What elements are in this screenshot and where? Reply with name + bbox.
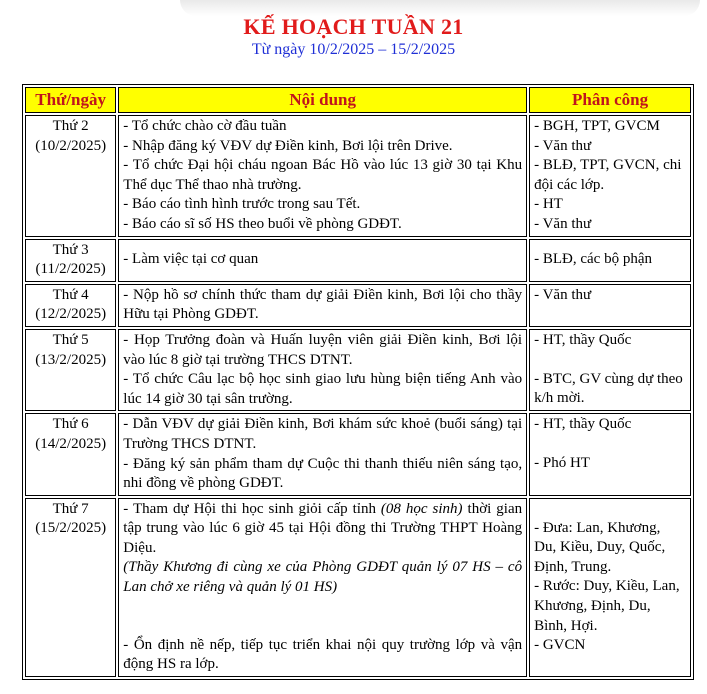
day-cell <box>25 115 116 237</box>
day-cell <box>25 413 116 495</box>
content-item-text: - Tham dự Hội thi học sinh giỏi cấp tỉnh <box>123 500 376 517</box>
assignment-cell <box>529 498 691 677</box>
assignment-cell <box>529 239 691 282</box>
weekly-plan-table <box>22 84 694 680</box>
content-item: - Báo cáo tình hình trước trong sau Tết. <box>123 196 361 213</box>
day-date: (10/2/2025) <box>35 137 107 154</box>
assignment-item: - Phó HT <box>534 454 590 471</box>
assignment-item: - HT <box>534 196 563 213</box>
content-item: - Làm việc tại cơ quan <box>123 251 259 268</box>
content-item: - Nhập đăng ký VĐV dự Điền kinh, Bơi lội trên Drive. <box>123 137 453 154</box>
content-item-text: thời gian tập trung vào lúc 6 giờ 45 tại Hội đồng thi Trường THPT Hoàng Diệu. <box>123 500 523 556</box>
assignment-item: - Rước: Duy, Kiều, Lan, Khương, Định, Du, Bình, Hợi. <box>534 578 680 634</box>
content-cell <box>118 498 527 677</box>
day-date: (11/2/2025) <box>35 261 106 278</box>
content-item: - Nộp hồ sơ chính thức tham dự giải Điền kinh, Bơi lội cho thầy Hữu tại Phòng GDĐT. <box>123 286 523 323</box>
assignment-item: - BLĐ, các bộ phận <box>534 251 652 268</box>
day-label: Thứ 2 <box>52 118 89 134</box>
content-item: - Dẫn VĐV dự giải Điền kinh, Bơi khám sức khoẻ (buổi sáng) tại Trường THCS DTNT. <box>123 416 523 452</box>
day-cell <box>25 329 116 411</box>
day-cell <box>25 239 116 282</box>
content-item: - Đăng ký sản phẩm tham dự Cuộc thi thanh thiếu niên sáng tạo, nhi đồng về phòng GDĐT. <box>123 455 523 492</box>
assignment-item: - HT, thầy Quốc <box>534 331 632 348</box>
content-item: - Tổ chức chào cờ đầu tuần <box>123 118 287 134</box>
table-row <box>25 498 691 677</box>
content-cell <box>118 239 527 282</box>
content-cell <box>118 329 527 411</box>
assignment-item: - Văn thư <box>534 215 592 232</box>
column-header-day: Thứ/ngày <box>25 87 116 113</box>
content-item-italic: (08 học sinh) <box>375 500 463 517</box>
table-row <box>25 329 691 411</box>
column-header-assignment: Phân công <box>529 87 691 113</box>
content-item: - Ổn định nề nếp, tiếp tục triển khai nội quy trường lớp và vận động HS ra lớp. <box>123 636 523 673</box>
assignment-item: - BGH, TPT, GVCM <box>534 118 660 134</box>
assignment-item: - HT, thầy Quốc <box>534 416 632 433</box>
assignment-item: - Đưa: Lan, Khương, Du, Kiều, Duy, Quốc, Định, Trung. <box>534 519 666 575</box>
content-item <box>123 500 522 559</box>
day-cell <box>25 284 116 327</box>
content-cell <box>118 284 527 327</box>
content-item: - Tổ chức Câu lạc bộ học sinh giao lưu hùng biện tiếng Anh vào lúc 14 giờ 30 tại sân trường. <box>123 371 523 407</box>
table-row <box>25 239 691 282</box>
content-item: - Báo cáo sĩ số HS theo buổi về phòng GDĐT. <box>123 215 402 232</box>
column-header-content: Nội dung <box>118 87 527 113</box>
date-range-subtitle: Từ ngày 10/2/2025 – 15/2/2025 <box>251 41 456 58</box>
assignment-cell <box>529 329 691 411</box>
table-row <box>25 413 691 495</box>
assignment-cell <box>529 115 691 237</box>
assignment-item: - Văn thư <box>534 137 592 154</box>
assignment-item: - Văn thư <box>534 286 592 303</box>
page-title: KẾ HOẠCH TUẦN 21 <box>243 14 464 39</box>
table-row <box>25 115 691 237</box>
day-label: Thứ 3 <box>52 241 89 258</box>
assignment-item: - GVCN <box>534 637 586 654</box>
assignment-item: - BLĐ, TPT, GVCN, chi đội các lớp. <box>534 157 682 193</box>
day-date: (15/2/2025) <box>35 520 107 537</box>
day-label: Thứ 6 <box>52 416 89 433</box>
content-cell <box>118 413 527 495</box>
day-date: (13/2/2025) <box>35 351 107 368</box>
table-header-row <box>25 87 691 113</box>
content-cell <box>118 115 527 237</box>
day-label: Thứ 7 <box>52 500 89 517</box>
assignment-cell <box>529 284 691 327</box>
day-label: Thứ 5 <box>52 331 89 348</box>
content-item: - Tổ chức Đại hội cháu ngoan Bác Hồ vào lúc 13 giờ 30 tại Khu Thể dục Thể thao nhà trường. <box>123 157 523 193</box>
day-date: (12/2/2025) <box>35 306 107 323</box>
content-note: (Thầy Khương đi cùng xe của Phòng GDĐT quản lý 07 HS – cô Lan chở xe riêng và quản lý 01 HS) <box>123 559 523 596</box>
assignment-item: - BTC, GV cùng dự theo k/h mời. <box>534 370 683 407</box>
day-date: (14/2/2025) <box>35 435 107 452</box>
table-row <box>25 284 691 327</box>
assignment-cell <box>529 413 691 495</box>
day-label: Thứ 4 <box>52 286 89 303</box>
day-cell <box>25 498 116 677</box>
content-item: - Họp Trưởng đoàn và Huấn luyện viên giải Điền kinh, Bơi lội vào lúc 8 giờ tại trường THCS DTNT. <box>123 331 523 368</box>
